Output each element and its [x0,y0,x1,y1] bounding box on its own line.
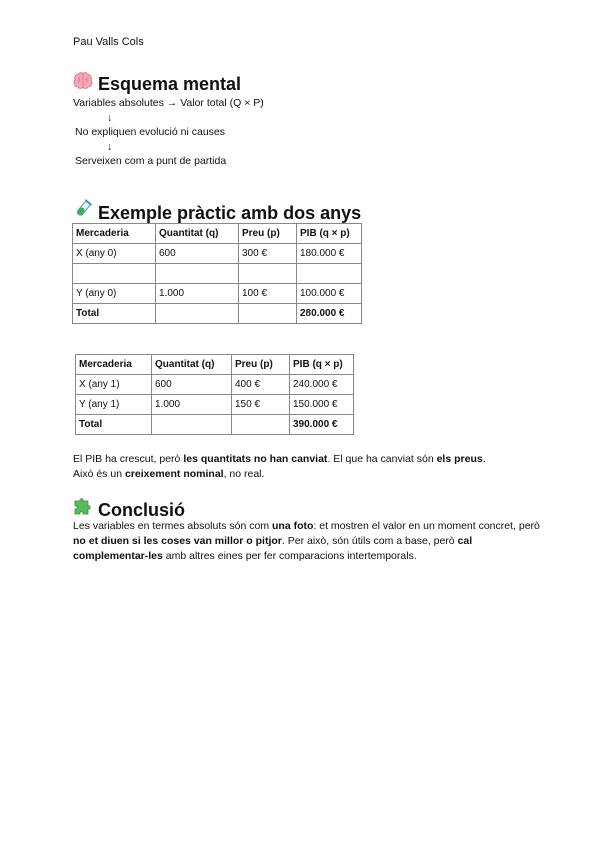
section-heading-exemple [73,199,361,224]
text-run: . Per això, són útils com a base, però [281,535,458,547]
table-total-row [73,304,362,324]
bold-text: una foto [272,520,314,532]
table-cell: 1.000 [152,395,232,415]
table-cell [239,264,297,284]
table-cell: 1.000 [156,284,239,304]
scheme-line: Variables absolutes → Valor total (Q × P) [73,97,264,109]
explanation-paragraph [73,452,543,482]
down-arrow: ↓ [107,140,113,153]
test-tube-icon [73,199,95,224]
table-header-row [73,224,362,244]
column-header: Quantitat (q) [152,355,232,375]
section-heading-conclusio [73,496,185,521]
conclusion-paragraph [73,519,543,564]
table-cell: 600 [152,375,232,395]
table-total-row [76,415,354,435]
table-row [73,244,362,264]
table-cell: Total [76,415,152,435]
table-row [73,284,362,304]
text-run: : et mostren el valor en un moment concret, però [313,520,540,532]
mental-scheme [73,96,264,169]
column-header: Mercaderia [73,224,156,244]
table-cell [239,304,297,324]
table-cell: 390.000 € [290,415,354,435]
down-arrow: ↓ [107,111,113,124]
table-cell: 400 € [232,375,290,395]
section-heading-esquema-mental [73,72,241,95]
column-header: PIB (q × p) [290,355,354,375]
column-header: PIB (q × p) [297,224,362,244]
table-cell [297,264,362,284]
gdp-table-year-1 [75,354,354,435]
bold-text: creixement nominal [124,468,224,480]
table-cell: 600 [156,244,239,264]
table-cell: 180.000 € [297,244,362,264]
table-row [73,264,362,284]
bold-text: cal complementar-les [73,535,473,562]
column-header: Quantitat (q) [156,224,239,244]
section-title: Esquema mental [98,74,242,94]
column-header: Mercaderia [76,355,152,375]
column-header: Preu (p) [232,355,290,375]
text-run: Les variables en termes absoluts són com [73,520,273,532]
section-title: Exemple pràctic amb dos anys [98,203,362,223]
column-header: Preu (p) [239,224,297,244]
table-cell: Total [73,304,156,324]
brain-icon [73,72,95,95]
table-cell: Y (any 0) [73,284,156,304]
section-title: Conclusió [98,500,186,520]
text-run: . [482,453,486,465]
bold-text: no et diuen si les coses van millor o pitjor [73,535,282,547]
table-cell [152,415,232,435]
scheme-line: Serveixen com a punt de partida [75,155,227,167]
table-row [76,395,354,415]
table-cell: 150 € [232,395,290,415]
text-run: Això és un [73,468,125,480]
table-cell [156,304,239,324]
paragraph-line [73,452,543,467]
scheme-line: No expliquen evolució ni causes [75,126,226,138]
paragraph-line [73,467,543,482]
table-cell [73,264,156,284]
table-header-row [76,355,354,375]
table-cell: 280.000 € [297,304,362,324]
text-run: El PIB ha crescut, però [73,453,184,465]
gdp-table-year-0 [72,223,362,324]
table-cell: X (any 0) [73,244,156,264]
bold-text: les quantitats no han canviat [183,453,328,465]
table-cell: 300 € [239,244,297,264]
table-cell: 100 € [239,284,297,304]
author-name: Pau Valls Cols [73,36,144,48]
table-row [76,375,354,395]
puzzle-icon [73,496,95,521]
table-cell: Y (any 1) [76,395,152,415]
table-cell [156,264,239,284]
bold-text: els preus [436,453,483,465]
text-run: , no real. [223,468,265,480]
table-cell: 240.000 € [290,375,354,395]
table-cell: 150.000 € [290,395,354,415]
table-cell: 100.000 € [297,284,362,304]
table-cell [232,415,290,435]
table-cell: X (any 1) [76,375,152,395]
text-run: amb altres eines per fer comparacions intertemporals. [162,550,417,562]
text-run: . El que ha canviat són [327,453,437,465]
